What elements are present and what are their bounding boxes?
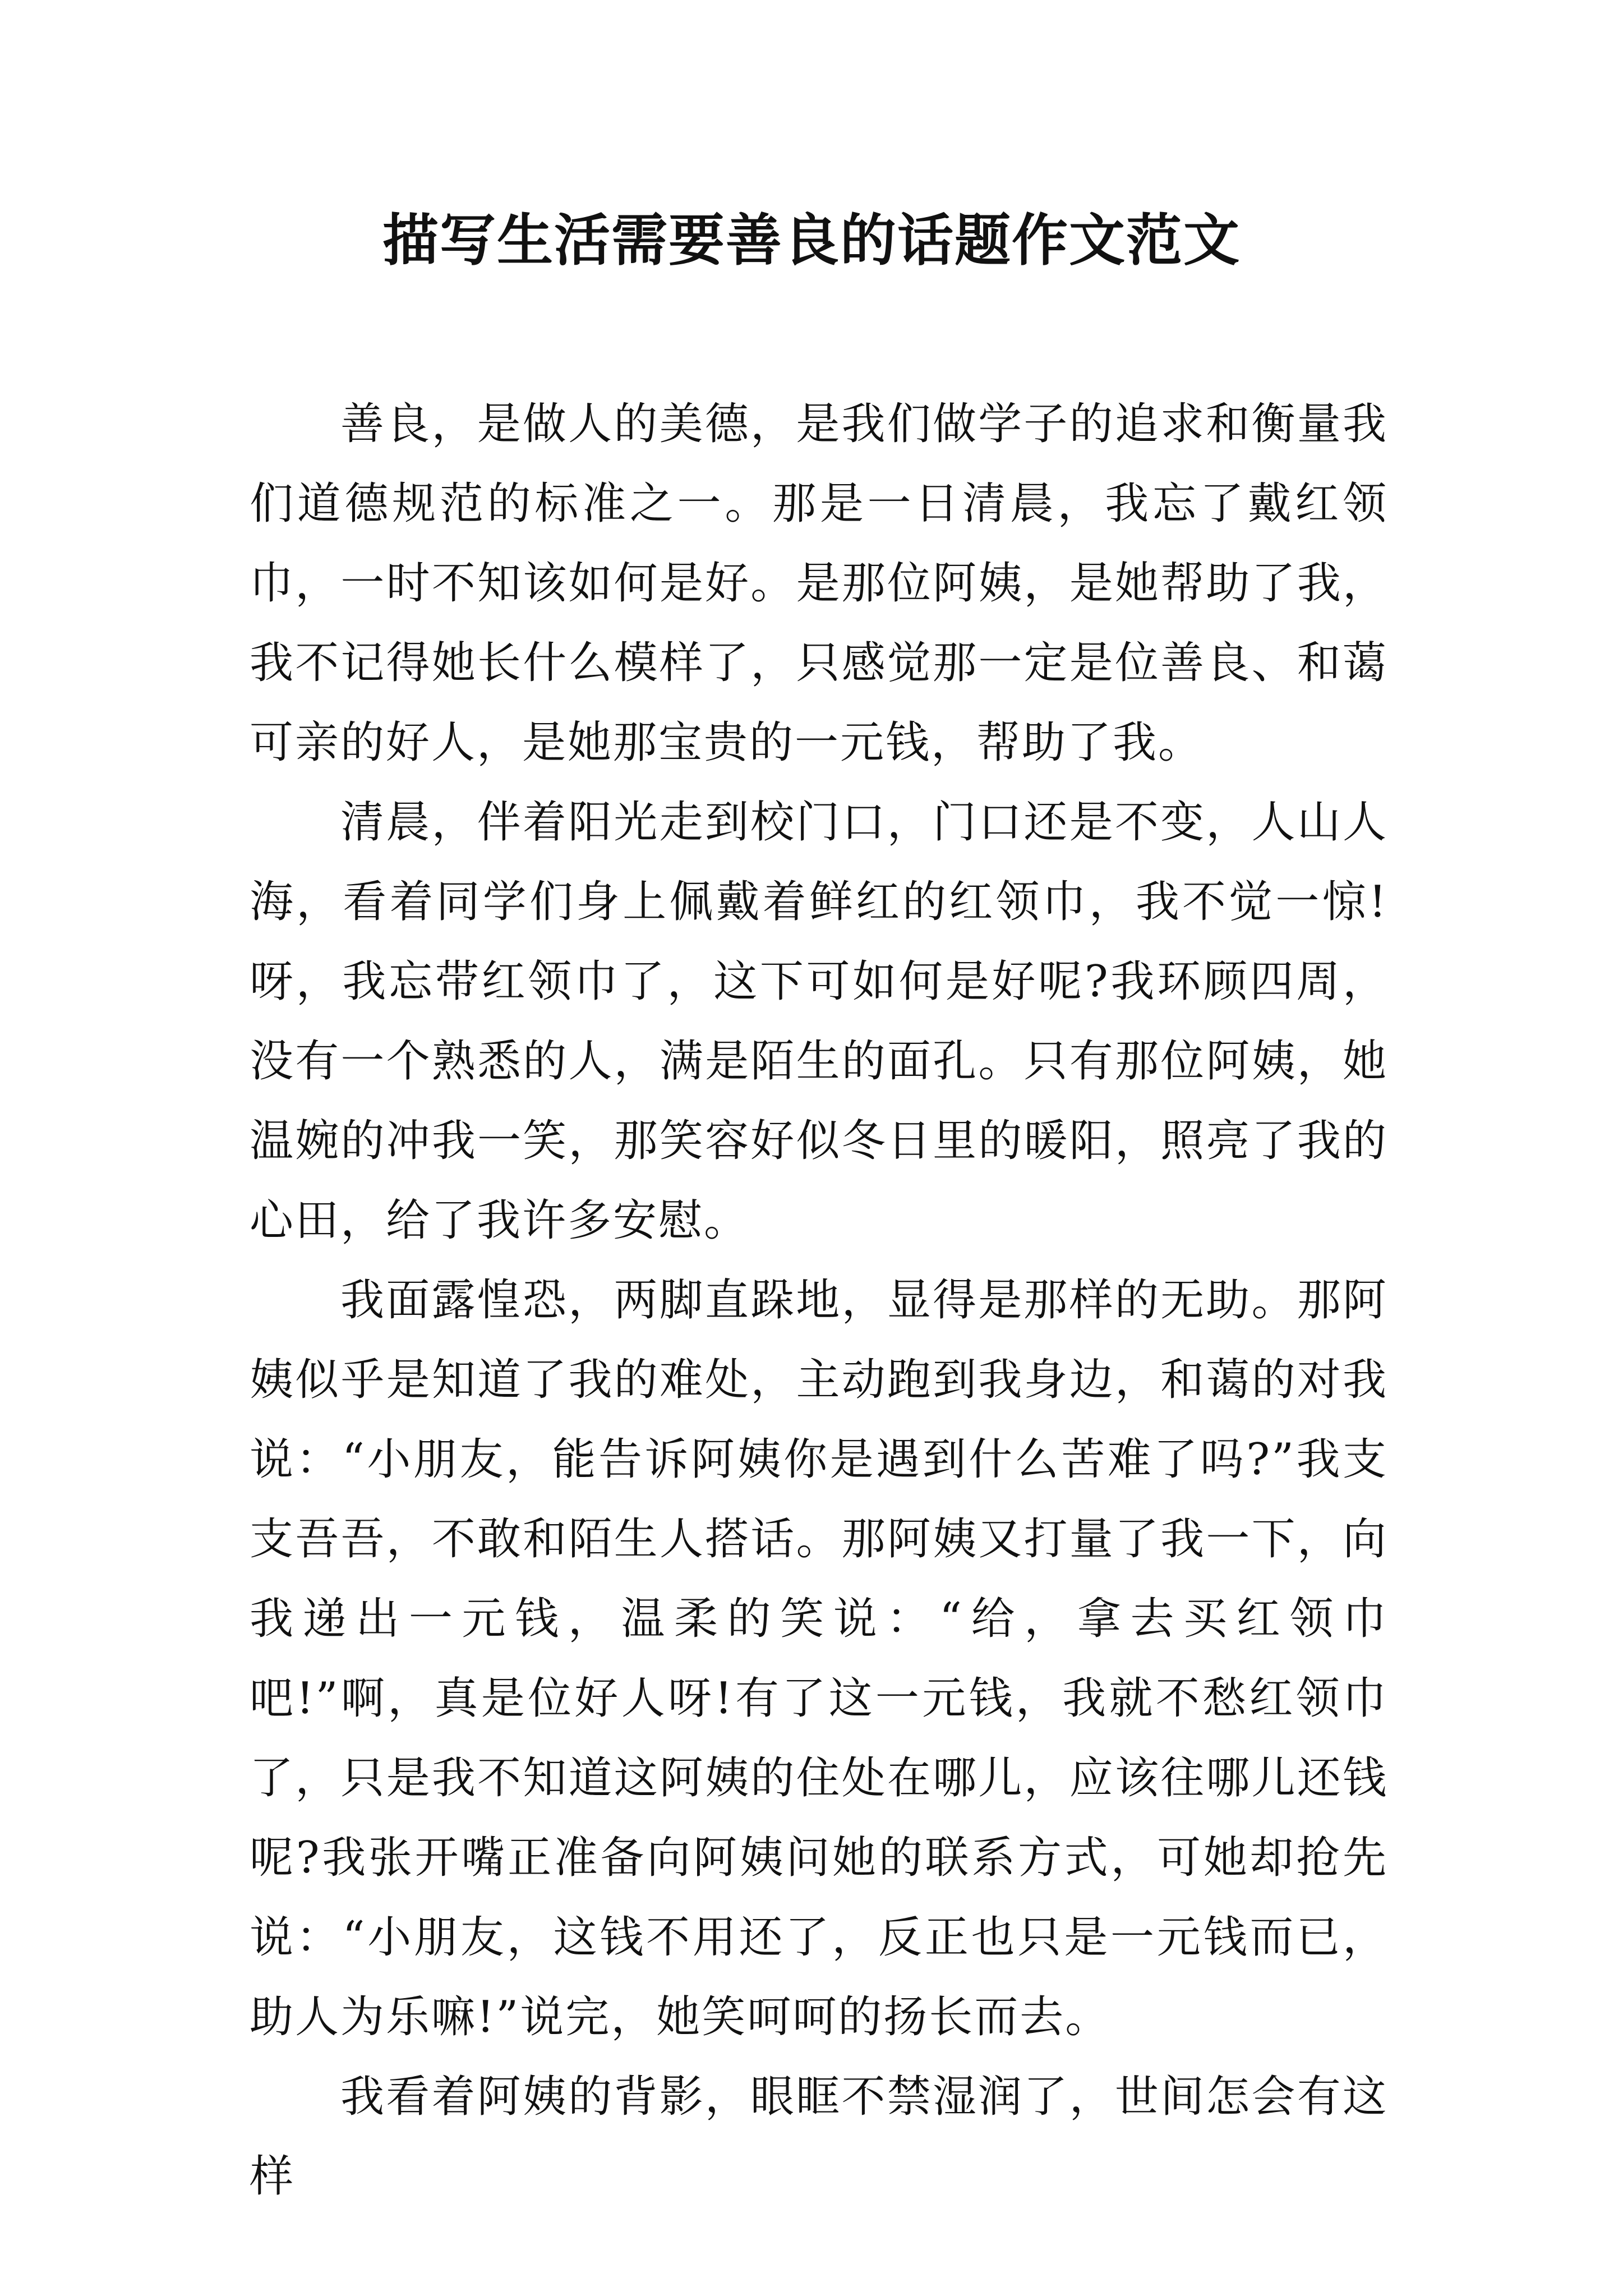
paragraph-2: 清晨，伴着阳光走到校门口，门口还是不变，人山人海，看着同学们身上佩戴着鲜红的红领巾，我不觉一惊!呀，我忘带红领巾了，这下可如何是好呢?我环顾四周，没有一个熟悉的人，满是陌生的面孔。只有那位阿姨，她温婉的冲我一笑，那笑容好似冬日里的暖阳，照亮了我的心田，给了我许多安慰。 bbox=[250, 797, 1388, 1246]
paragraph-3: 我面露惶恐，两脚直跺地，显得是那样的无助。那阿姨似乎是知道了我的难处，主动跑到我身边，和蔼的对我说：“小朋友，能告诉阿姨你是遇到什么苦难了吗?”我支支吾吾，不敢和陌生人搭话。那阿姨又打量了我一下，向我递出一元钱，温柔的笑说：“给，拿去买红领巾吧!”啊，真是位好人呀!有了这一元钱，我就不愁红领巾了，只是我不知道这阿姨的住处在哪儿，应该往哪儿还钱呢?我张开嘴正准备向阿姨问她的联系方式，可她却抢先说：“小朋友，这钱不用还了，反正也只是一元钱而已，助人为乐嘛!”说完，她笑呵呵的扬长而去。 bbox=[250, 1275, 1388, 2042]
paragraph-1: 善良，是做人的美德，是我们做学子的追求和衡量我们道德规范的标准之一。那是一日清晨，我忘了戴红领巾，一时不知该如何是好。是那位阿姨，是她帮助了我，我不记得她长什么模样了，只感觉那一定是位善良、和蔼可亲的好人，是她那宝贵的一元钱，帮助了我。 bbox=[250, 399, 1388, 768]
document-title: 描写生活需要善良的话题作文范文 bbox=[382, 207, 1241, 273]
document-body bbox=[250, 384, 1388, 2216]
paragraph-4: 我看着阿姨的背影，眼眶不禁湿润了，世间怎会有这样 bbox=[250, 2072, 1388, 2202]
